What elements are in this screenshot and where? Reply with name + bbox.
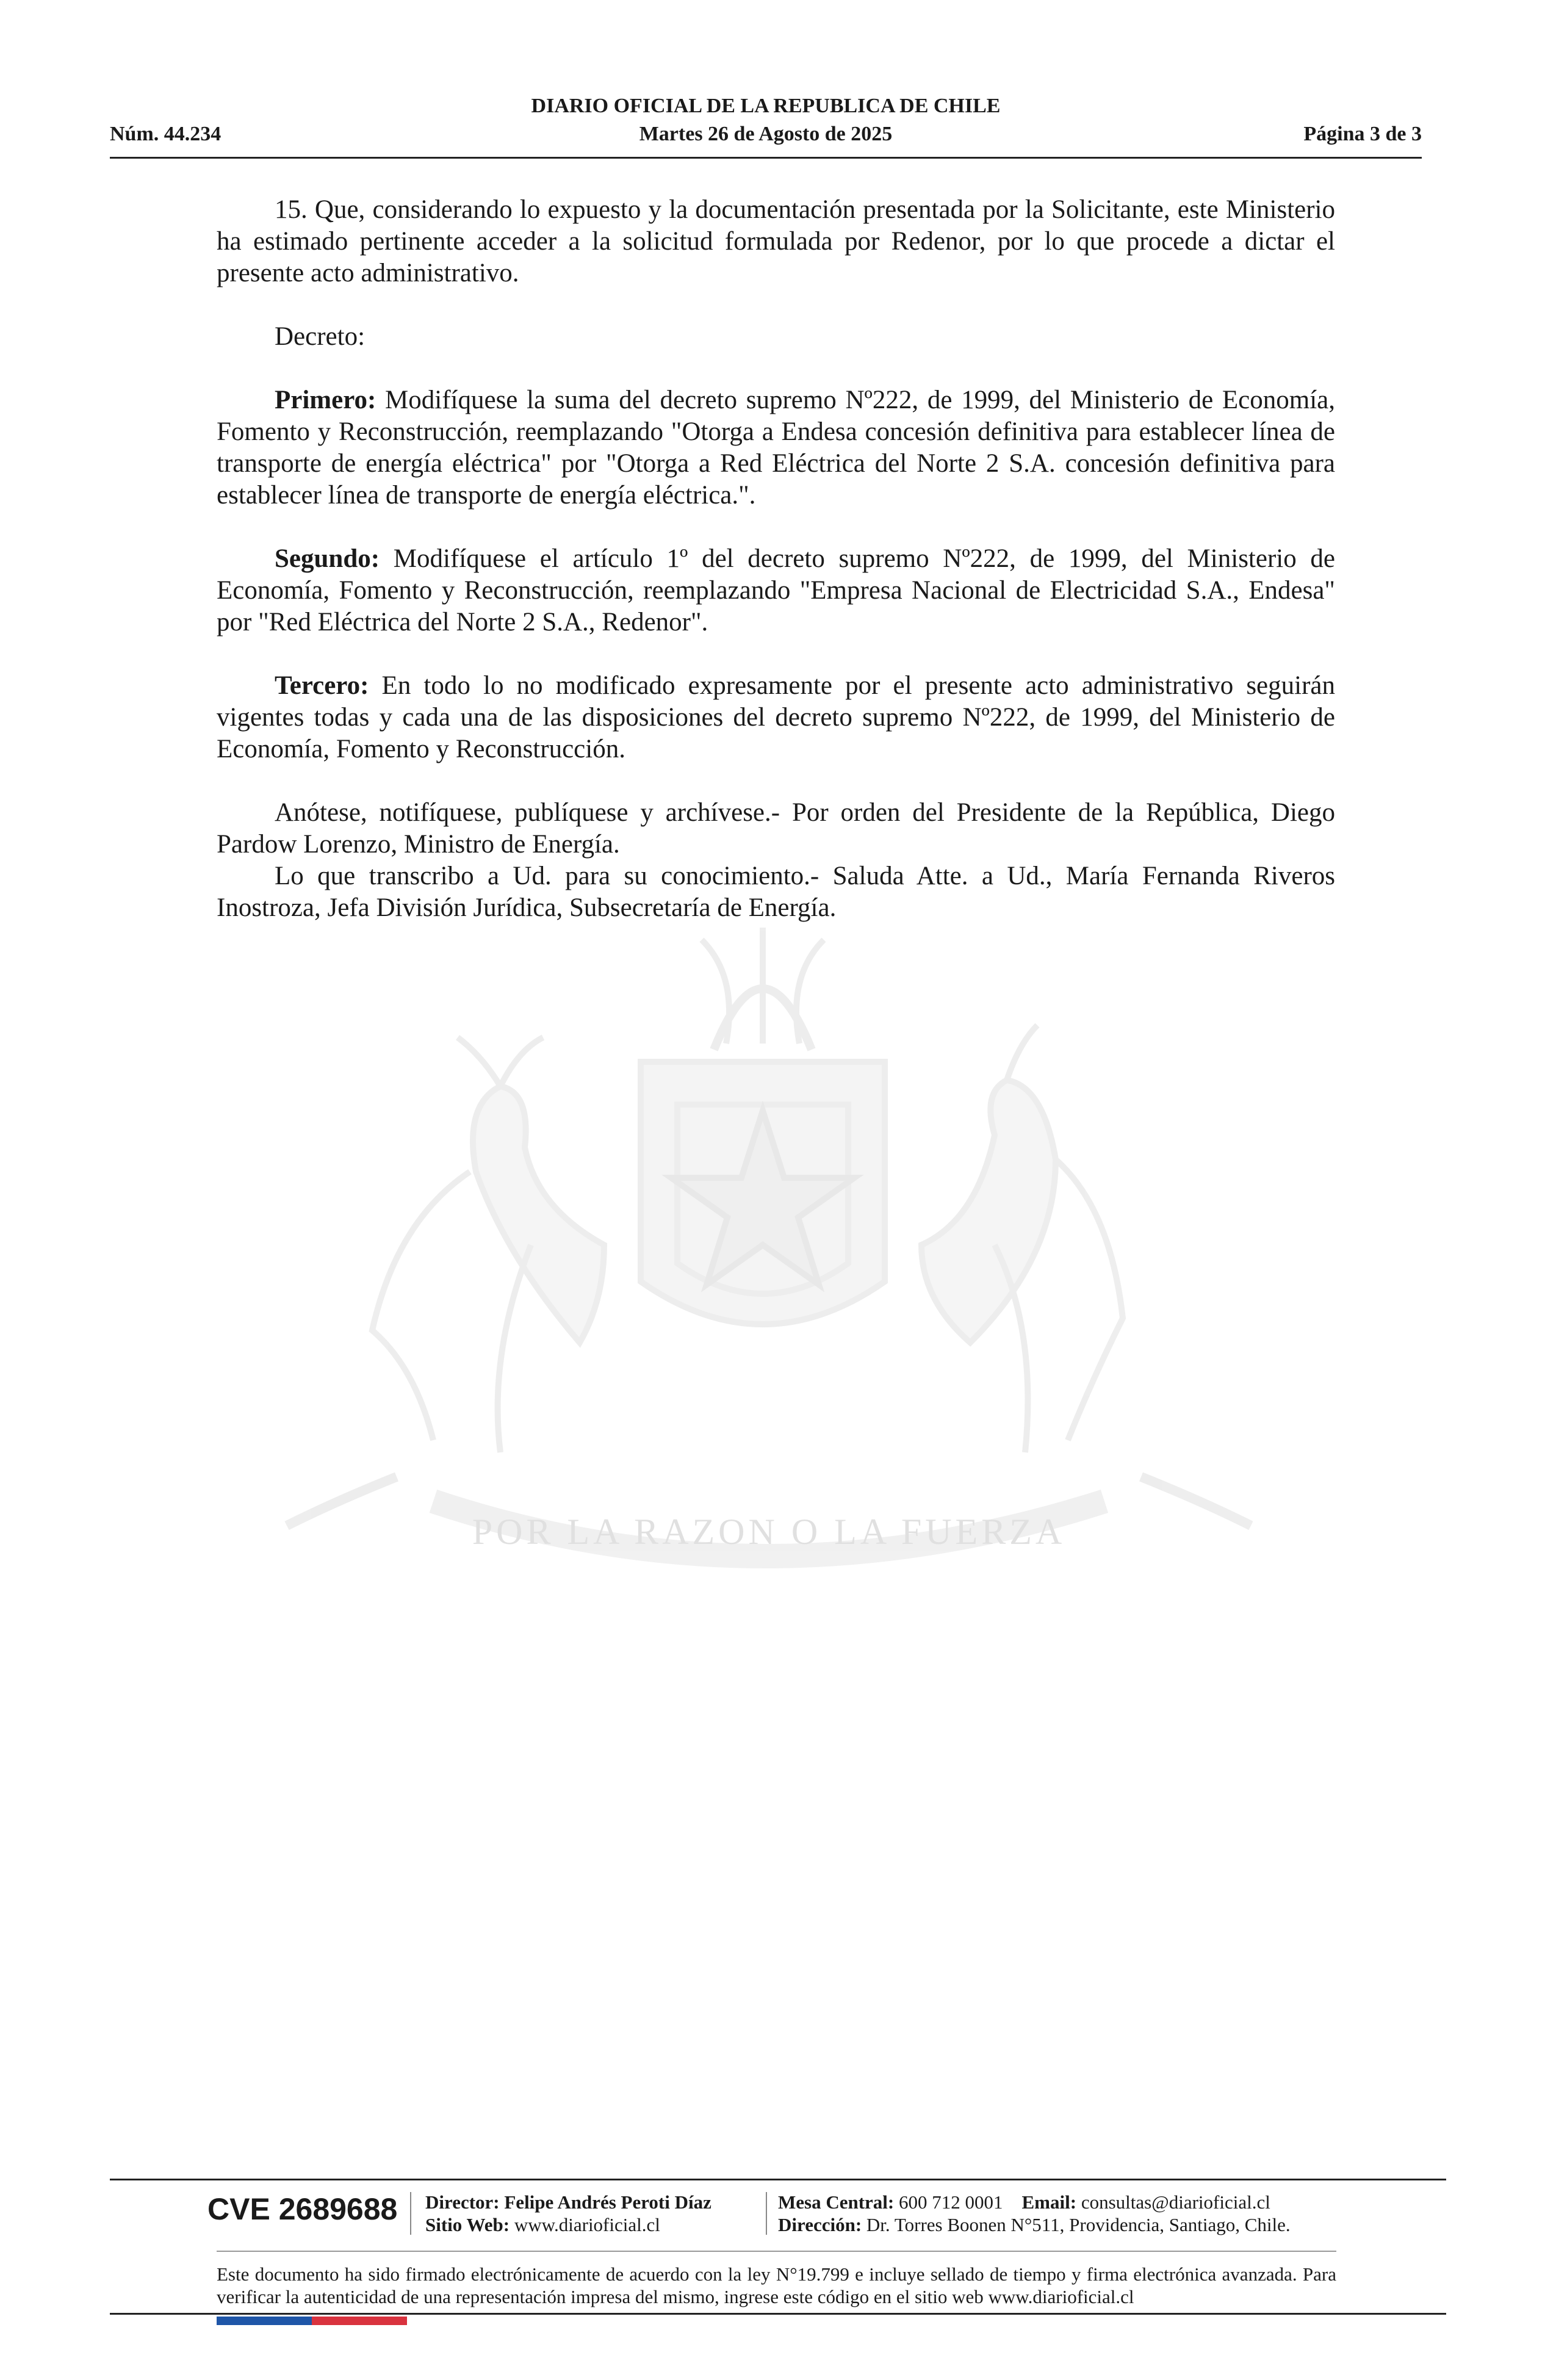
- publication-title: DIARIO OFICIAL DE LA REPUBLICA DE CHILE: [531, 95, 1001, 117]
- primero-label: Primero:: [275, 386, 376, 414]
- chile-flag-stripe: [217, 2317, 407, 2325]
- footer-divider: [217, 2251, 1336, 2252]
- issue-number: Núm. 44.234: [110, 123, 222, 145]
- watermark-motto: POR LA RAZON O LA FUERZA: [472, 1512, 1066, 1552]
- tercero-label: Tercero:: [275, 671, 369, 700]
- closing-transcribo: Lo que transcribo a Ud. para su conocimiento.- Saluda Atte. a Ud., María Fernanda Riveros Inostroza, Jefa División Jurídica, Subsecretaría de Energía.: [217, 862, 1335, 922]
- footer-contact-block: [778, 2191, 1291, 2236]
- direccion-label: Dirección:: [778, 2214, 862, 2235]
- page-header: [110, 95, 1422, 159]
- primero-text: Modifíquese la suma del decreto supremo Nº222, de 1999, del Ministerio de Economía, Fomento y Reconstrucción, reemplazando "Otorga a Endesa concesión definitiva para establecer línea de transporte de energía eléctrica" por "Otorga a Red Eléctrica del Norte 2 S.A. concesión definitiva para establecer línea de transporte de energía eléctrica.".: [217, 386, 1335, 510]
- decree-body: [217, 194, 1335, 924]
- article-tercero: [217, 670, 1335, 765]
- web-label: Sitio Web:: [425, 2214, 510, 2235]
- article-primero: [217, 384, 1335, 511]
- mesa-label: Mesa Central:: [778, 2191, 895, 2213]
- decreto-heading: Decreto:: [275, 322, 366, 351]
- tercero-text: En todo lo no modificado expresamente por el presente acto administrativo seguirán vigentes todas y cada una de las disposiciones del decreto supremo Nº222, de 1999, del Ministerio de Economía, Fomento y Reconstrucción.: [217, 671, 1335, 763]
- footer-separator: [766, 2192, 767, 2235]
- cve-code: CVE 2689688: [207, 2192, 398, 2226]
- closing-anotese: Anótese, notifíquese, publíquese y archívese.- Por orden del Presidente de la República, Diego Pardow Lorenzo, Ministro de Energía.: [217, 798, 1335, 859]
- segundo-text: Modifíquese el artículo 1º del decreto supremo Nº222, de 1999, del Ministerio de Economía, Fomento y Reconstrucción, reemplazando "Empresa Nacional de Electricidad S.A., Endesa" por "Red Eléctrica del Norte 2 S.A., Redenor".: [217, 544, 1335, 636]
- coat-of-arms-watermark-icon: [214, 903, 1324, 1672]
- paragraph-15: 15. Que, considerando lo expuesto y la documentación presentada por la Solicitante, este Ministerio ha estimado pertinente acceder a la solicitud formulada por Redenor, por lo que procede a dictar el presente acto administrativo.: [217, 195, 1335, 287]
- page-number: Página 3 de 3: [1303, 123, 1422, 145]
- director-name: Felipe Andrés Peroti Díaz: [504, 2191, 711, 2213]
- director-label: Director:: [425, 2191, 500, 2213]
- web-link[interactable]: www.diarioficial.cl: [514, 2214, 660, 2235]
- footer-separator: [410, 2192, 411, 2235]
- email-label: Email:: [1021, 2191, 1077, 2213]
- footer-top-rule: [110, 2179, 1446, 2180]
- email-link[interactable]: consultas@diarioficial.cl: [1081, 2191, 1270, 2213]
- footer-bottom-rule: [110, 2313, 1446, 2315]
- mesa-phone: 600 712 0001: [899, 2191, 1003, 2213]
- flag-red-stripe: [312, 2317, 407, 2325]
- footer-director-block: [425, 2191, 711, 2236]
- flag-blue-stripe: [217, 2317, 312, 2325]
- article-segundo: [217, 543, 1335, 638]
- publication-date: Martes 26 de Agosto de 2025: [639, 123, 893, 145]
- direccion-value: Dr. Torres Boonen N°511, Providencia, Santiago, Chile.: [866, 2214, 1291, 2235]
- segundo-label: Segundo:: [275, 544, 380, 573]
- legal-notice: Este documento ha sido firmado electrónicamente de acuerdo con la ley N°19.799 e incluye sellado de tiempo y firma electrónica avanzada. Para verificar la autenticidad de una representación impresa del mismo, ingrese este código en el sitio web www.diarioficial.cl: [217, 2263, 1336, 2307]
